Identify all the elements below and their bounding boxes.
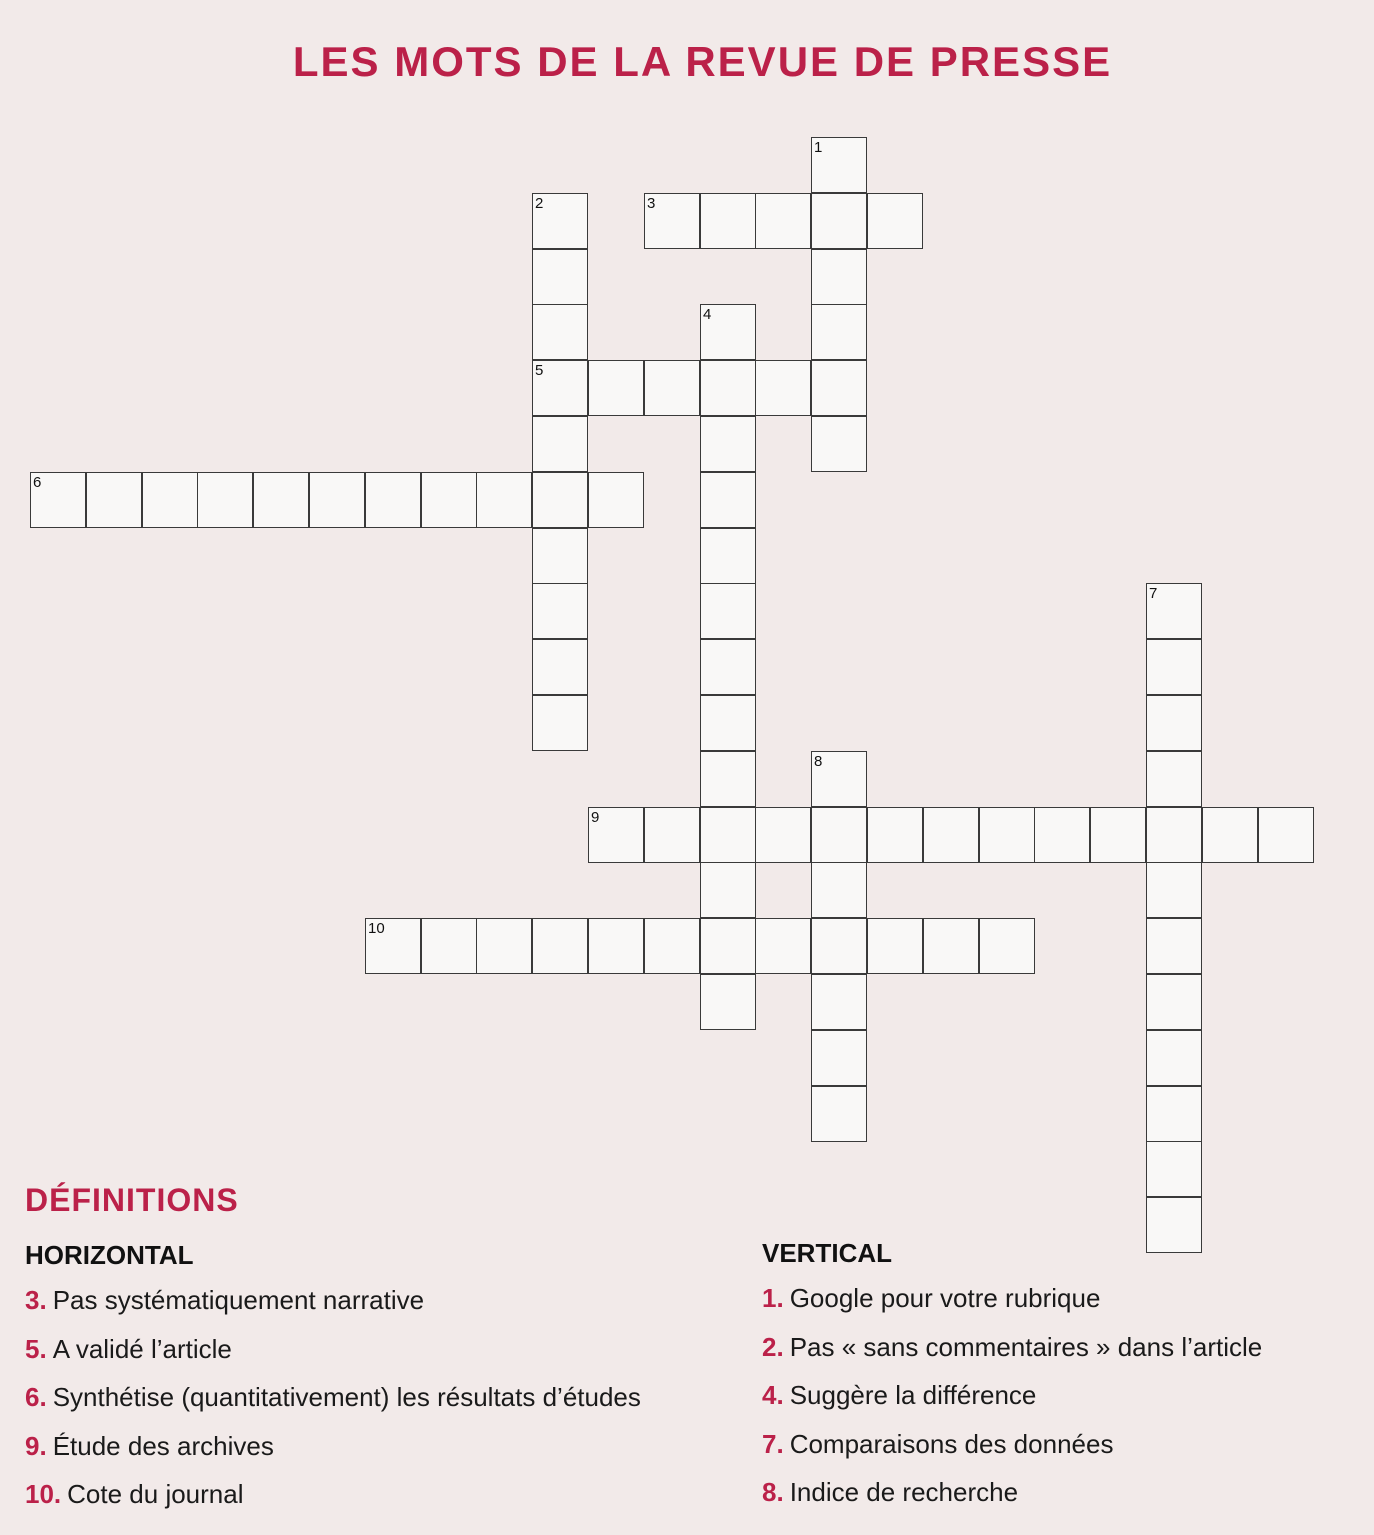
grid-cell[interactable]	[811, 918, 867, 974]
grid-cell[interactable]	[979, 918, 1035, 974]
grid-cell[interactable]	[1146, 1086, 1202, 1142]
grid-cell[interactable]	[30, 472, 86, 528]
clue-number: 8.	[762, 1477, 784, 1507]
grid-cell[interactable]	[811, 249, 867, 305]
clue-across-6	[25, 1382, 641, 1431]
clue-down-8	[762, 1477, 1262, 1526]
horizontal-clue-list	[25, 1285, 641, 1528]
grid-cell[interactable]	[700, 862, 756, 918]
grid-cell[interactable]	[253, 472, 309, 528]
grid-cell[interactable]	[1146, 751, 1202, 807]
grid-cell[interactable]	[1146, 639, 1202, 695]
grid-cell[interactable]	[1146, 862, 1202, 918]
vertical-clue-list	[762, 1283, 1262, 1526]
clue-number-label: 9	[591, 809, 600, 826]
grid-cell[interactable]	[755, 193, 811, 249]
grid-cell[interactable]	[1034, 807, 1090, 863]
grid-cell[interactable]	[979, 807, 1035, 863]
grid-cell[interactable]	[700, 807, 756, 863]
clue-across-10	[25, 1479, 641, 1528]
grid-cell[interactable]	[532, 249, 588, 305]
grid-cell[interactable]	[811, 1030, 867, 1086]
grid-cell[interactable]	[532, 695, 588, 751]
grid-cell[interactable]	[755, 807, 811, 863]
clue-number: 7.	[762, 1428, 784, 1459]
grid-cell[interactable]	[700, 304, 756, 360]
grid-cell[interactable]	[700, 472, 756, 528]
clue-across-3	[25, 1285, 641, 1334]
clue-down-2	[762, 1332, 1262, 1381]
clue-number: 2.	[762, 1331, 784, 1362]
grid-cell[interactable]	[476, 472, 532, 528]
grid-cell[interactable]	[588, 807, 644, 863]
grid-cell[interactable]	[700, 360, 756, 416]
horizontal-heading: HORIZONTAL	[25, 1240, 194, 1270]
grid-cell[interactable]	[421, 918, 477, 974]
grid-cell[interactable]	[811, 137, 867, 193]
grid-cell[interactable]	[1146, 1197, 1202, 1253]
clue-down-1	[762, 1283, 1262, 1332]
grid-cell[interactable]	[700, 695, 756, 751]
clue-number: 6.	[25, 1382, 47, 1412]
grid-cell[interactable]	[588, 472, 644, 528]
clue-number: 10.	[25, 1479, 62, 1509]
grid-cell[interactable]	[1146, 974, 1202, 1030]
clue-number: 9.	[25, 1430, 47, 1461]
grid-cell[interactable]	[644, 918, 700, 974]
grid-cell[interactable]	[700, 193, 756, 249]
grid-cell[interactable]	[644, 193, 700, 249]
grid-cell[interactable]	[867, 918, 923, 974]
grid-cell[interactable]	[867, 807, 923, 863]
grid-cell[interactable]	[421, 472, 477, 528]
clue-text: Pas « sans commentaires » dans l’article	[789, 1331, 1263, 1362]
grid-cell[interactable]	[867, 193, 923, 249]
clue-across-5	[25, 1334, 641, 1383]
clue-down-7	[762, 1429, 1262, 1478]
grid-cell[interactable]	[811, 807, 867, 863]
grid-cell[interactable]	[700, 528, 756, 584]
grid-cell[interactable]	[1258, 807, 1314, 863]
clue-number-label: 3	[647, 195, 656, 212]
grid-cell[interactable]	[644, 807, 700, 863]
clue-number-label: 5	[535, 362, 544, 379]
grid-cell[interactable]	[532, 918, 588, 974]
grid-cell[interactable]	[923, 918, 979, 974]
clue-text: A validé l’article	[52, 1333, 232, 1364]
grid-cell[interactable]	[700, 416, 756, 472]
grid-cell[interactable]	[811, 304, 867, 360]
grid-cell[interactable]	[365, 918, 421, 974]
grid-cell[interactable]	[700, 583, 756, 639]
grid-cell[interactable]	[532, 583, 588, 639]
grid-cell[interactable]	[197, 472, 253, 528]
grid-cell[interactable]	[923, 807, 979, 863]
grid-cell[interactable]	[811, 974, 867, 1030]
grid-cell[interactable]	[1146, 1141, 1202, 1197]
clue-number-label: 8	[814, 753, 823, 770]
grid-cell[interactable]	[476, 918, 532, 974]
clue-text: Synthétise (quantitativement) les résultats d’études	[52, 1382, 641, 1412]
grid-cell[interactable]	[1146, 583, 1202, 639]
clue-text: Comparaisons des données	[789, 1428, 1114, 1459]
grid-cell[interactable]	[755, 360, 811, 416]
clue-number: 3.	[25, 1285, 47, 1315]
grid-cell[interactable]	[1146, 918, 1202, 974]
vertical-heading: VERTICAL	[762, 1238, 892, 1268]
clue-number: 5.	[25, 1333, 47, 1364]
grid-cell[interactable]	[532, 360, 588, 416]
grid-cell[interactable]	[532, 416, 588, 472]
grid-cell[interactable]	[1146, 1030, 1202, 1086]
clue-number: 4.	[762, 1380, 784, 1410]
grid-cell[interactable]	[1202, 807, 1258, 863]
grid-cell[interactable]	[588, 918, 644, 974]
grid-cell[interactable]	[700, 751, 756, 807]
clue-number-label: 7	[1149, 585, 1158, 602]
clue-text: Étude des archives	[52, 1430, 274, 1461]
grid-cell[interactable]	[532, 472, 588, 528]
clue-text: Cote du journal	[67, 1479, 244, 1509]
grid-cell[interactable]	[811, 862, 867, 918]
grid-cell[interactable]	[309, 472, 365, 528]
grid-cell[interactable]	[811, 1086, 867, 1142]
grid-cell[interactable]	[1146, 695, 1202, 751]
clue-number-label: 10	[368, 920, 385, 937]
clue-number-label: 4	[703, 306, 712, 323]
grid-cell[interactable]	[700, 918, 756, 974]
grid-cell[interactable]	[532, 304, 588, 360]
page-title: LES MOTS DE LA REVUE DE PRESSE	[292, 38, 1113, 85]
grid-cell[interactable]	[365, 472, 421, 528]
grid-cell[interactable]	[811, 193, 867, 249]
grid-cell[interactable]	[532, 528, 588, 584]
clue-number-label: 1	[814, 139, 823, 156]
clue-across-9	[25, 1431, 641, 1480]
grid-cell[interactable]	[532, 639, 588, 695]
grid-cell[interactable]	[588, 360, 644, 416]
grid-cell[interactable]	[644, 360, 700, 416]
clue-number: 1.	[762, 1283, 784, 1313]
grid-cell[interactable]	[700, 974, 756, 1030]
clue-text: Suggère la différence	[789, 1380, 1037, 1410]
clue-down-4	[762, 1380, 1262, 1429]
grid-cell[interactable]	[1090, 807, 1146, 863]
grid-cell[interactable]	[142, 472, 198, 528]
grid-cell[interactable]	[811, 360, 867, 416]
grid-cell[interactable]	[1146, 807, 1202, 863]
grid-cell[interactable]	[811, 751, 867, 807]
grid-cell[interactable]	[755, 918, 811, 974]
grid-cell[interactable]	[811, 416, 867, 472]
definitions-heading: DÉFINITIONS	[25, 1182, 239, 1218]
grid-cell[interactable]	[86, 472, 142, 528]
clue-text: Indice de recherche	[789, 1477, 1019, 1507]
clue-number-label: 2	[535, 195, 544, 212]
clue-text: Pas systématiquement narrative	[52, 1285, 425, 1315]
clue-number-label: 6	[33, 474, 42, 491]
grid-cell[interactable]	[700, 639, 756, 695]
grid-cell[interactable]	[532, 193, 588, 249]
clue-text: Google pour votre rubrique	[789, 1283, 1101, 1313]
